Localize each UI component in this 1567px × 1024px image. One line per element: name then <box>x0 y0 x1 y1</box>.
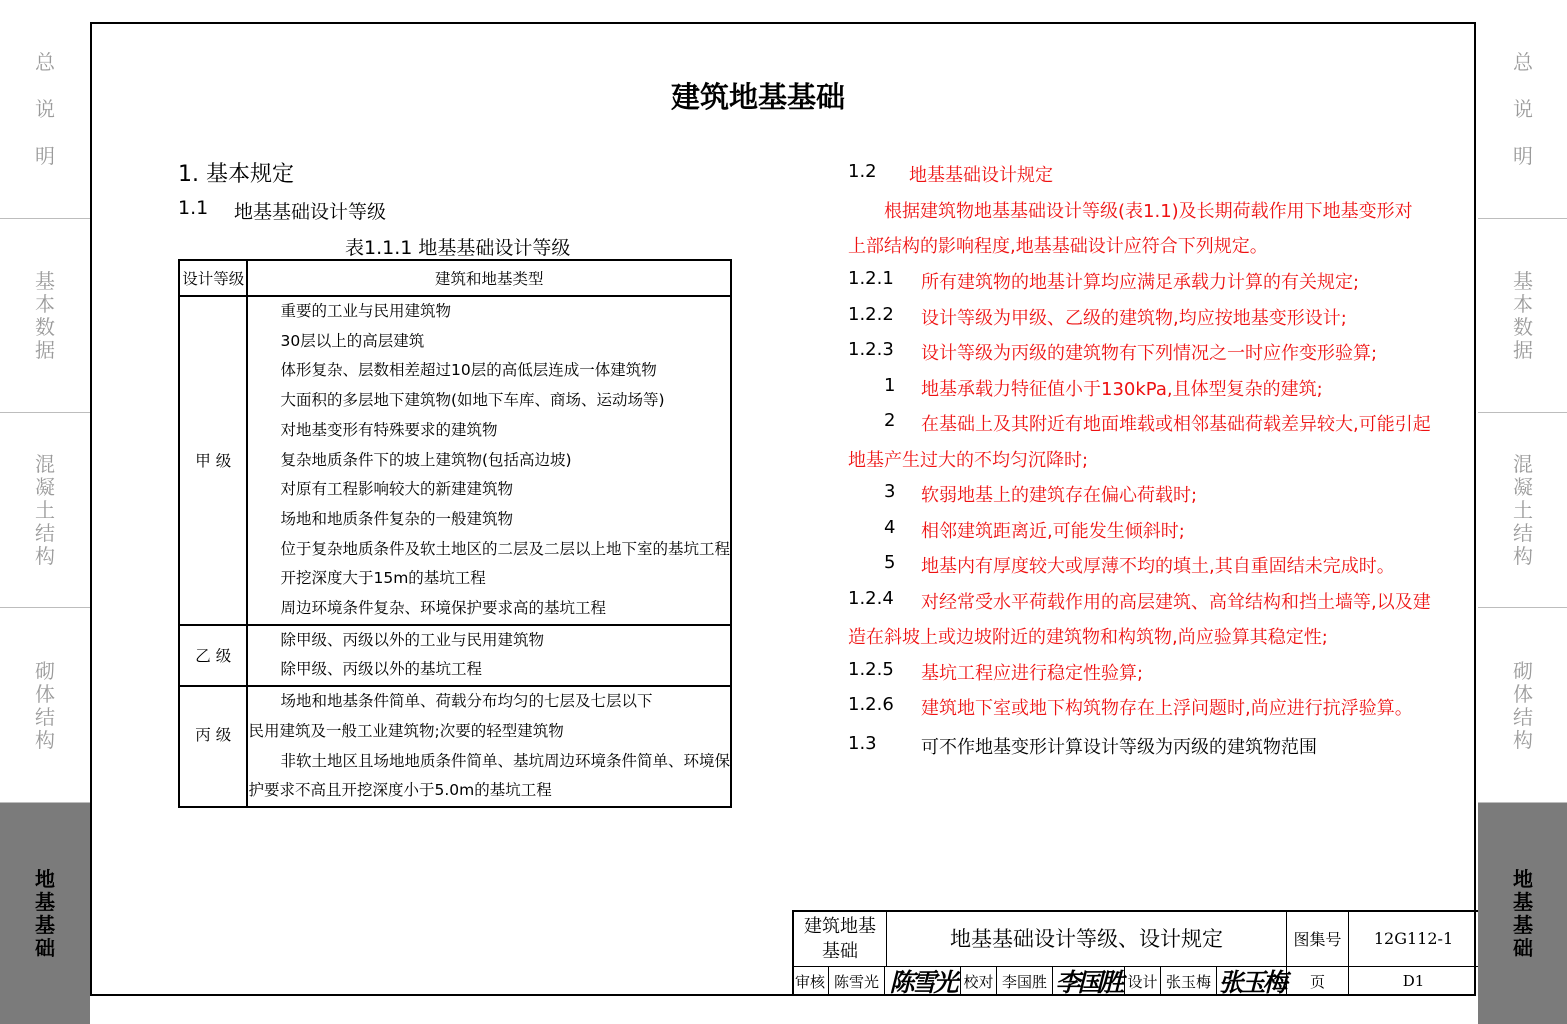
grade-cell: 乙 级 <box>179 625 247 686</box>
side-tab-foundation[interactable]: 地基基础 <box>0 802 90 1024</box>
side-tab-concrete[interactable]: 混凝土结构 <box>0 412 90 608</box>
item-number: 1.2.3 <box>848 339 894 360</box>
item-number: 1.2.2 <box>848 304 894 325</box>
side-tab-basic-data[interactable]: 基本数据 <box>0 218 90 413</box>
section-1-1-title: 地基基础设计等级 <box>234 201 387 223</box>
item-number: 1.2.6 <box>848 694 894 715</box>
checker-name: 李国胜 <box>996 966 1052 996</box>
list-item: 场地和地基条件简单、荷载分布均匀的七层及七层以下 <box>280 692 653 711</box>
reviewer-name: 陈雪光 <box>828 966 884 996</box>
item-number: 1.2.4 <box>848 588 894 609</box>
designer-name: 张玉梅 <box>1160 966 1216 996</box>
side-tab-general[interactable]: 总说明 <box>35 49 55 168</box>
list-item: 复杂地质条件下的坡上建筑物(包括高边坡) <box>280 450 572 469</box>
intro-line-1: 根据建筑物地基基础设计等级(表1.1)及长期荷载作用下地基变形对 <box>884 201 1413 222</box>
list-item: 开挖深度大于15m的基坑工程 <box>280 569 486 588</box>
list-item: 对地基变形有特殊要求的建筑物 <box>280 420 498 439</box>
list-item: 除甲级、丙级以外的基坑工程 <box>280 660 482 679</box>
side-tab-general-right[interactable]: 总说明 <box>1513 49 1533 168</box>
design-grade-table <box>178 259 732 808</box>
page-number: D1 <box>1348 966 1478 996</box>
left-side-tabs <box>0 0 90 1023</box>
item-text: 设计等级为丙级的建筑物有下列情况之一时应作变形验算; <box>921 343 1378 364</box>
drawing-title: 地基基础设计等级、设计规定 <box>886 910 1286 966</box>
item-text: 在基础上及其附近有地面堆载或相邻基础荷载差异较大,可能引起 <box>921 414 1431 435</box>
item-number: 1.2.1 <box>848 268 894 289</box>
grade-cell: 甲 级 <box>179 296 247 625</box>
item-number: 5 <box>884 552 896 573</box>
item-text: 基坑工程应进行稳定性验算; <box>921 663 1144 684</box>
side-tab-foundation-right[interactable]: 地基基础 <box>1478 802 1567 1024</box>
item-number: 1.2.5 <box>848 659 894 680</box>
item-number: 1 <box>884 375 896 396</box>
grade-cell: 丙 级 <box>179 686 247 807</box>
list-item: 大面积的多层地下建筑物(如地下车库、商场、运动场等) <box>280 391 665 410</box>
list-item: 重要的工业与民用建筑物 <box>280 302 451 320</box>
side-tab-basic-data-right[interactable]: 基本数据 <box>1478 218 1567 413</box>
section-1-3-title: 可不作地基变形计算设计等级为丙级的建筑物范围 <box>921 737 1317 758</box>
checker-signature: 李国胜 <box>1052 966 1124 996</box>
right-side-tabs <box>1478 0 1567 1023</box>
section-1-3-number: 1.3 <box>848 733 877 754</box>
item-text: 建筑地下室或地下构筑物存在上浮问题时,尚应进行抗浮验算。 <box>921 698 1413 719</box>
item-text-continued: 地基产生过大的不均匀沉降时; <box>848 450 1089 471</box>
item-text: 相邻建筑距离近,可能发生倾斜时; <box>921 521 1185 542</box>
item-text: 设计等级为甲级、乙级的建筑物,均应按地基变形设计; <box>921 308 1347 329</box>
type-list <box>247 296 731 625</box>
table-row <box>179 686 731 807</box>
page-title: 建筑地基基础 <box>670 80 845 114</box>
list-item: 周边环境条件复杂、环境保护要求高的基坑工程 <box>280 599 606 618</box>
item-text: 对经常受水平荷载作用的高层建筑、高耸结构和挡土墙等,以及建 <box>921 592 1431 613</box>
section-1-1-number: 1.1 <box>178 197 209 219</box>
list-item: 除甲级、丙级以外的工业与民用建筑物 <box>280 630 544 649</box>
table-row <box>179 625 731 686</box>
table-row <box>179 296 731 625</box>
section-1-2-title: 地基基础设计规定 <box>909 165 1053 186</box>
design-label: 设计 <box>1124 966 1160 996</box>
review-label: 审核 <box>794 972 825 991</box>
table-header-type: 建筑和地基类型 <box>247 260 731 296</box>
table-caption: 表1.1.1 地基基础设计等级 <box>345 237 571 259</box>
list-item: 位于复杂地质条件及软土地区的二层及二层以上地下室的基坑工程 <box>280 539 730 558</box>
atlas-number: 12G112-1 <box>1348 910 1478 966</box>
list-item: 民用建筑及一般工业建筑物;次要的轻型建筑物 <box>248 721 564 740</box>
section-1-2-number: 1.2 <box>848 161 877 182</box>
list-item: 体形复杂、层数相差超过10层的高低层连成一体建筑物 <box>280 361 657 380</box>
list-item: 非软土地区且场地地质条件简单、基坑周边环境条件简单、环境保 <box>280 751 730 770</box>
atlas-label: 图集号 <box>1286 910 1348 966</box>
item-text: 软弱地基上的建筑存在偏心荷载时; <box>921 485 1198 506</box>
section-1-heading: 1. 基本规定 <box>178 162 294 187</box>
category-cell <box>794 912 886 966</box>
side-tab-masonry-right[interactable]: 砌体结构 <box>1478 607 1567 803</box>
title-block <box>792 910 1478 996</box>
category-line-2: 基础 <box>822 941 858 962</box>
reviewer-signature: 陈雪光 <box>884 966 960 996</box>
item-number: 4 <box>884 517 896 538</box>
category-line-1: 建筑地基 <box>804 916 876 937</box>
list-item: 护要求不高且开挖深度小于5.0m的基坑工程 <box>248 781 552 800</box>
side-tab-concrete-right[interactable]: 混凝土结构 <box>1478 412 1567 608</box>
check-label: 校对 <box>960 966 996 996</box>
side-tab-masonry[interactable]: 砌体结构 <box>0 607 90 803</box>
item-text: 所有建筑物的地基计算均应满足承载力计算的有关规定; <box>921 272 1360 293</box>
item-number: 2 <box>884 410 896 431</box>
type-list <box>247 686 731 807</box>
item-text: 地基内有厚度较大或厚薄不均的填土,其自重固结未完成时。 <box>921 556 1395 577</box>
table-header-grade: 设计等级 <box>179 260 247 296</box>
page-label: 页 <box>1286 966 1348 996</box>
intro-line-2: 上部结构的影响程度,地基基础设计应符合下列规定。 <box>848 236 1268 257</box>
list-item: 场地和地质条件复杂的一般建筑物 <box>280 509 513 528</box>
item-text-continued: 造在斜坡上或边坡附近的建筑物和构筑物,尚应验算其稳定性; <box>848 627 1328 648</box>
list-item: 对原有工程影响较大的新建建筑物 <box>280 480 513 499</box>
designer-signature: 张玉梅 <box>1216 966 1286 996</box>
type-list <box>247 625 731 686</box>
item-text: 地基承载力特征值小于130kPa,且体型复杂的建筑; <box>921 379 1323 400</box>
item-number: 3 <box>884 481 896 502</box>
list-item: 30层以上的高层建筑 <box>280 331 425 350</box>
